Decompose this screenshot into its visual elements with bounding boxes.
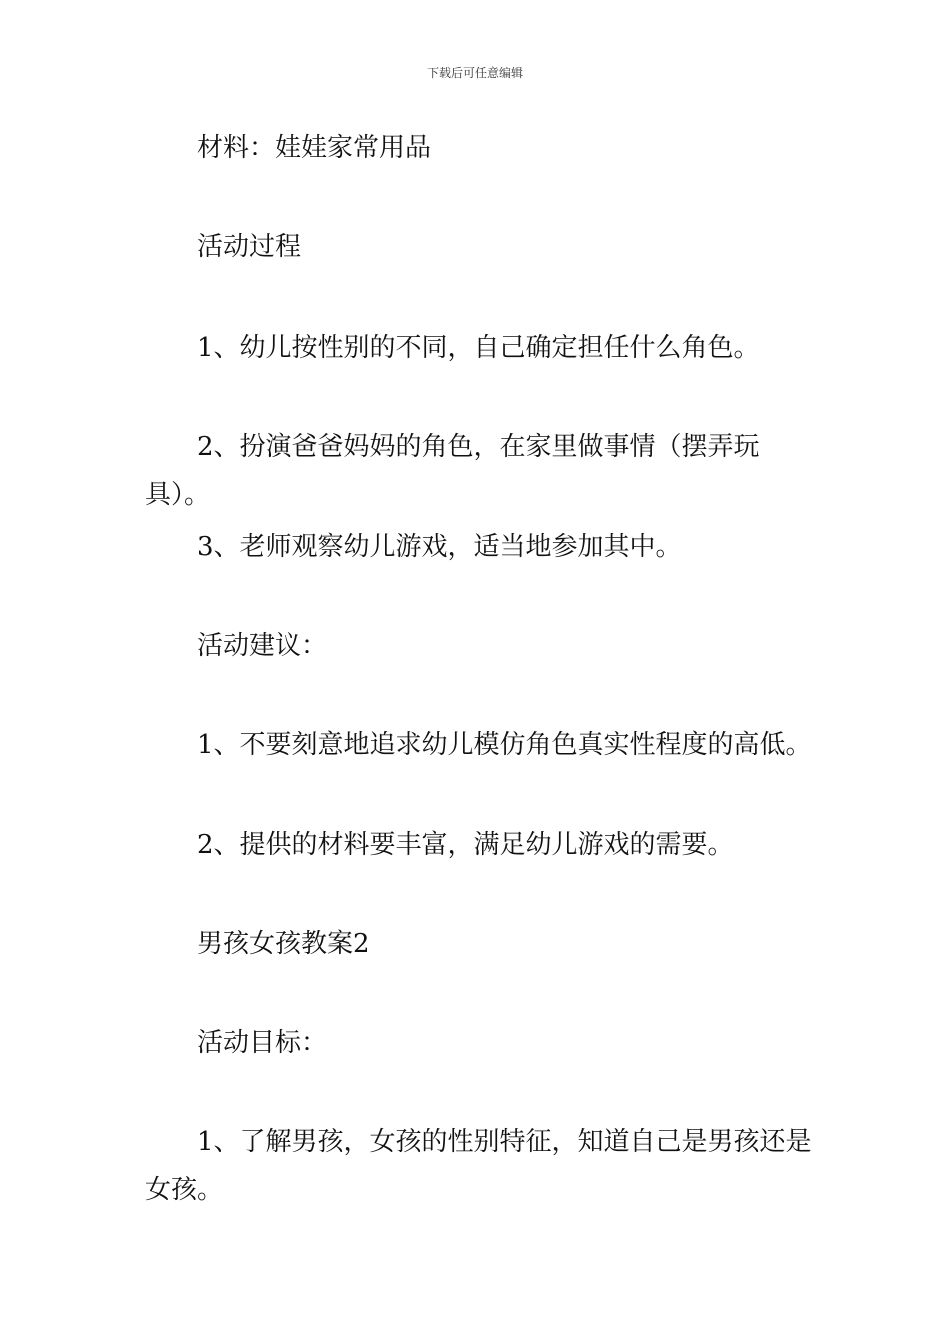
heading-activity-process: 活动过程 [197, 232, 302, 262]
heading-activity-suggestions: 活动建议： [197, 631, 328, 661]
section-title-lesson-plan-2: 男孩女孩教案2 [197, 929, 370, 959]
process-step-3: 3、老师观察幼儿游戏，适当地参加其中。 [197, 532, 682, 562]
suggestion-2: 2、提供的材料要丰富，满足幼儿游戏的需要。 [197, 830, 734, 860]
page-header: 下载后可任意编辑 [426, 66, 523, 80]
process-step-2: 2、扮演爸爸妈妈的角色，在家里做事情（摆弄玩具）。 [145, 432, 760, 510]
paragraph-materials: 材料：娃娃家常用品 [197, 133, 432, 163]
suggestion-1: 1、不要刻意地追求幼儿模仿角色真实性程度的高低。 [197, 730, 812, 760]
heading-activity-goals: 活动目标： [197, 1028, 328, 1058]
goal-1: 1、了解男孩，女孩的性别特征，知道自己是男孩还是女孩。 [145, 1127, 812, 1205]
process-step-1: 1、幼儿按性别的不同，自己确定担任什么角色。 [197, 333, 760, 363]
